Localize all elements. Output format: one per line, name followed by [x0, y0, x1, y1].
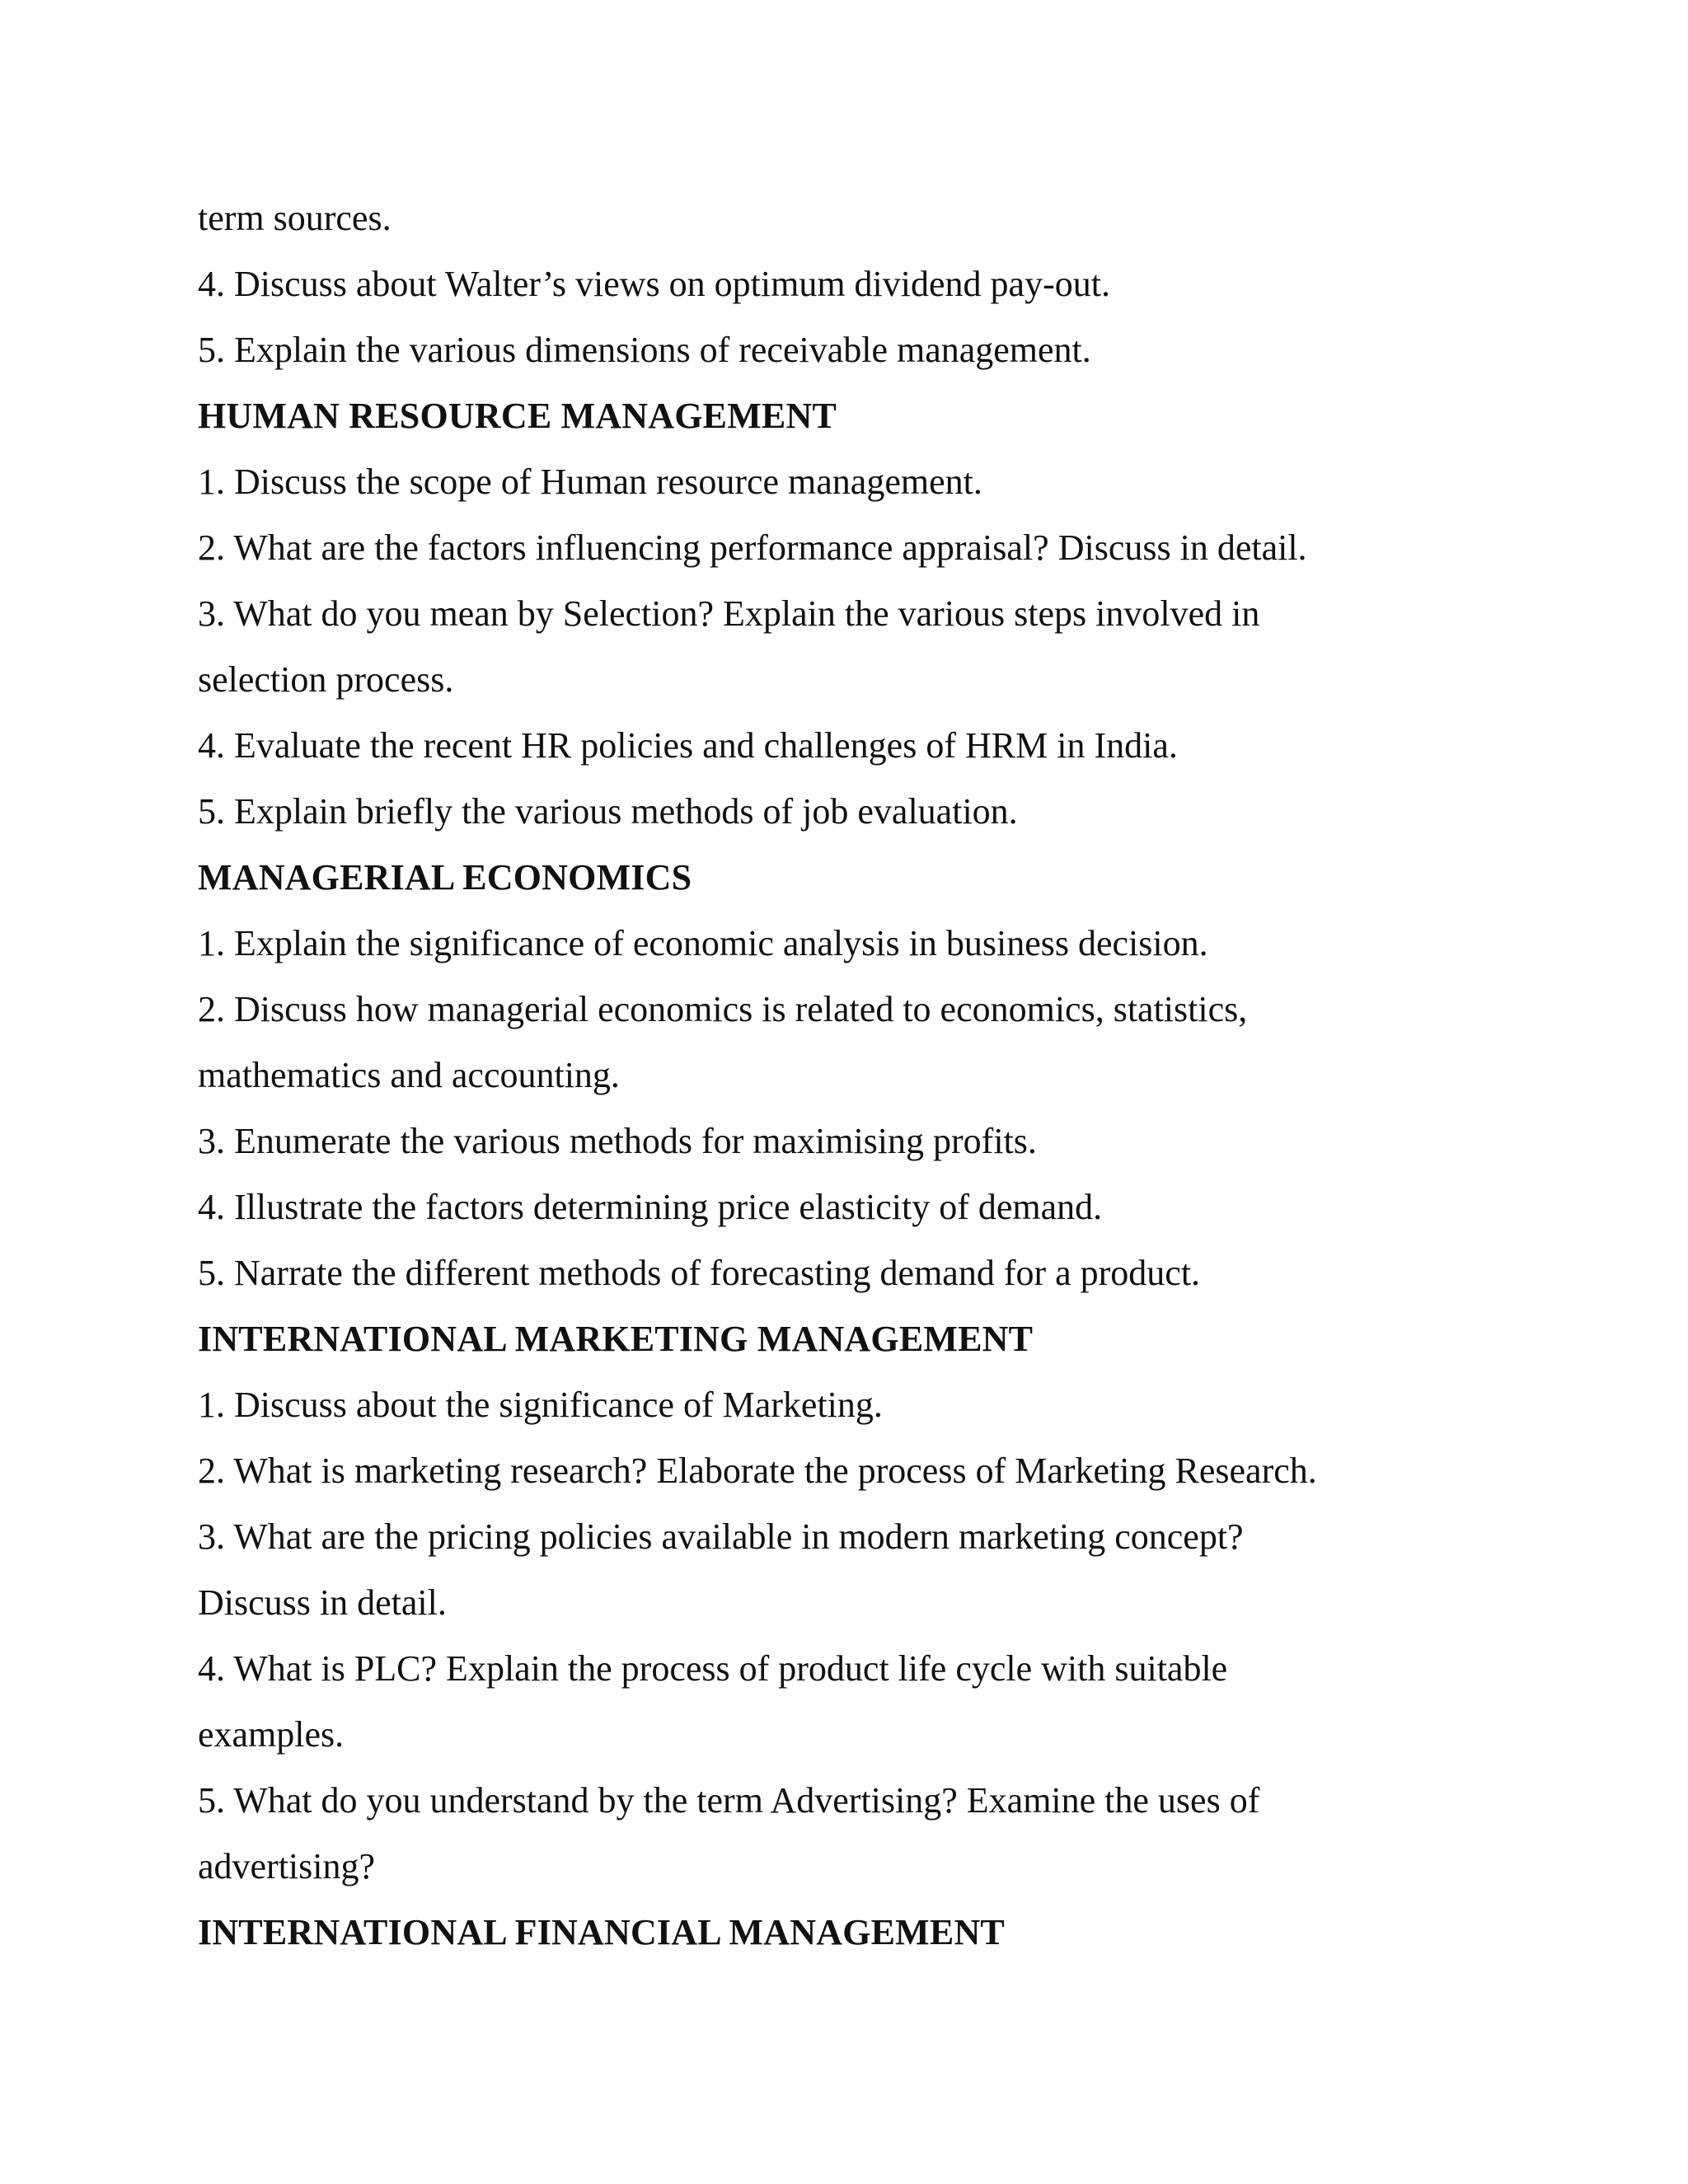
page-body	[198, 185, 1484, 1966]
section-heading-hrm: HUMAN RESOURCE MANAGEMENT	[198, 396, 837, 436]
question-line: 3. Enumerate the various methods for maximising profits.	[198, 1121, 1037, 1161]
question-line: 5. Explain briefly the various methods of job evaluation.	[198, 791, 1018, 832]
question-line: 3. What are the pricing policies available in modern marketing concept?	[198, 1516, 1244, 1557]
question-line: 2. Discuss how managerial economics is related to economics, statistics,	[198, 989, 1248, 1029]
question-continuation-line: selection process.	[198, 659, 454, 700]
question-continuation-line: advertising?	[198, 1846, 376, 1886]
question-line: 4. What is PLC? Explain the process of product life cycle with suitable	[198, 1648, 1228, 1689]
question-line: 4. Evaluate the recent HR policies and challenges of HRM in India.	[198, 725, 1178, 766]
question-line: 1. Explain the significance of economic analysis in business decision.	[198, 923, 1208, 963]
question-line: 1. Discuss the scope of Human resource management.	[198, 462, 982, 502]
question-continuation-line: mathematics and accounting.	[198, 1055, 620, 1095]
question-line: 4. Discuss about Walter’s views on optimum dividend pay-out.	[198, 264, 1110, 304]
section-heading-international-marketing: INTERNATIONAL MARKETING MANAGEMENT	[198, 1319, 1034, 1359]
question-line: 1. Discuss about the significance of Marketing.	[198, 1385, 883, 1425]
body-line: term sources.	[198, 198, 392, 238]
question-line: 5. Explain the various dimensions of receivable management.	[198, 330, 1091, 370]
section-heading-managerial-economics: MANAGERIAL ECONOMICS	[198, 857, 692, 898]
question-continuation-line: Discuss in detail.	[198, 1582, 447, 1623]
question-line: 2. What is marketing research? Elaborate the process of Marketing Research.	[198, 1451, 1317, 1491]
question-line: 2. What are the factors influencing performance appraisal? Discuss in detail.	[198, 527, 1307, 568]
section-heading-international-financial: INTERNATIONAL FINANCIAL MANAGEMENT	[198, 1912, 1005, 1952]
question-line: 5. What do you understand by the term Advertising? Examine the uses of	[198, 1780, 1260, 1821]
question-continuation-line: examples.	[198, 1714, 345, 1755]
question-line: 5. Narrate the different methods of forecasting demand for a product.	[198, 1253, 1201, 1293]
question-line: 3. What do you mean by Selection? Explain the various steps involved in	[198, 593, 1260, 634]
question-line: 4. Illustrate the factors determining price elasticity of demand.	[198, 1187, 1103, 1227]
